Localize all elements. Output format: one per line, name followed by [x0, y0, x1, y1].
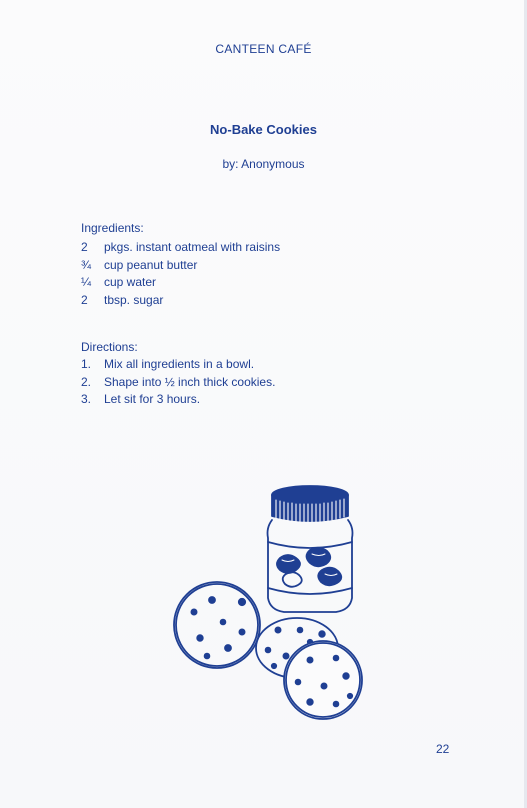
jar-lid-icon: [272, 486, 348, 522]
peanut-butter-cookies-illustration: [160, 470, 380, 730]
directions-heading: Directions:: [81, 340, 138, 354]
step-number: 1.: [81, 357, 92, 371]
ingredient-item: [81, 257, 280, 275]
ingredient-text: cup water: [104, 275, 157, 289]
direction-step: [81, 374, 275, 392]
cookie-icon: [174, 582, 260, 668]
ingredient-qty: ¼: [81, 275, 92, 289]
ingredient-item: [81, 292, 280, 310]
ingredient-text: tbsp. sugar: [104, 292, 164, 307]
ingredient-text: cup peanut butter: [104, 257, 198, 272]
step-text: Mix all ingredients in a bowl.: [104, 357, 255, 371]
ingredients-list: [81, 239, 280, 309]
directions-list: [81, 356, 275, 409]
cafe-header: CANTEEN CAFÉ: [215, 42, 312, 56]
ingredient-item: [81, 274, 280, 292]
step-text: Let sit for 3 hours.: [104, 392, 201, 406]
step-text: Shape into ½ inch thick cookies.: [104, 374, 276, 389]
recipe-byline: by: Anonymous: [222, 157, 305, 171]
cookie-icon: [284, 641, 362, 719]
step-number: 2.: [81, 374, 92, 389]
jar-body-icon: [268, 520, 353, 612]
direction-step: [81, 356, 275, 374]
ingredient-item: [81, 239, 280, 257]
ingredient-text: pkgs. instant oatmeal with raisins: [104, 240, 281, 254]
ingredient-qty: 2: [81, 292, 88, 307]
step-number: 3.: [81, 392, 92, 406]
direction-step: [81, 391, 275, 409]
recipe-title: No-Bake Cookies: [210, 122, 317, 137]
page-number: 22: [436, 742, 450, 756]
ingredients-heading: Ingredients:: [81, 221, 144, 235]
ingredient-qty: 2: [81, 240, 88, 254]
ingredient-qty: ¾: [81, 257, 92, 272]
